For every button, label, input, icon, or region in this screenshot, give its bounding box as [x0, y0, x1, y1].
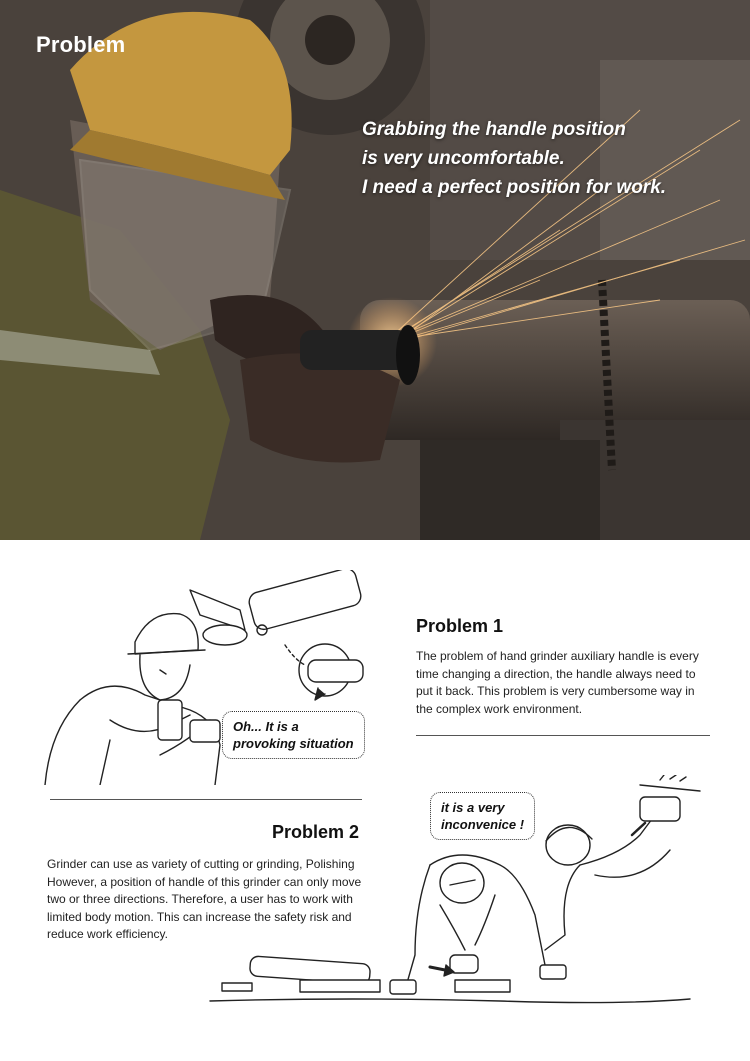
- problem1-title: Problem 1: [416, 616, 504, 636]
- problem2-text-line: two or three directions. Therefore, a user has to work with: [47, 892, 353, 906]
- hero-quote-line: I need a perfect position for work.: [362, 177, 667, 198]
- problem2-title: Problem 2: [272, 822, 360, 842]
- page-title: Problem: [36, 32, 126, 57]
- problem1-text-line: the complex work environment.: [416, 701, 583, 716]
- problem1-speech-bubble: [222, 711, 365, 759]
- problem1-bubble-line: provoking situation: [233, 736, 354, 751]
- problem2-text-line: limited body motion. This can increase the safety risk and: [47, 909, 352, 924]
- problem2-bubble-line: inconvenice !: [441, 817, 525, 832]
- problem2-text-line: Grinder can use as variety of cutting or grinding, Polishing: [47, 857, 355, 871]
- problem1-text-line: The problem of hand grinder auxiliary handle is every: [416, 649, 699, 663]
- problem1-text-line: time changing a direction, the handle always need to: [416, 666, 696, 681]
- hero-quote-line: Grabbing the handle position: [362, 119, 626, 140]
- problem1-divider: [416, 735, 710, 736]
- problem2-bubble-line: it is a very: [441, 800, 505, 815]
- problem2-text-line: However, a position of handle of this grinder can only move: [47, 874, 362, 889]
- hero-quote-line: is very uncomfortable.: [362, 148, 565, 169]
- hero-quote: [362, 115, 666, 202]
- problem2-text-line: reduce work efficiency.: [47, 927, 168, 941]
- problem2-speech-bubble: [430, 792, 535, 840]
- problem1-text: [416, 648, 699, 718]
- problem1-text-line: put it back. This problem is very cumbersome way in: [416, 684, 695, 698]
- problem1-bubble-line: Oh... It is a: [233, 719, 299, 734]
